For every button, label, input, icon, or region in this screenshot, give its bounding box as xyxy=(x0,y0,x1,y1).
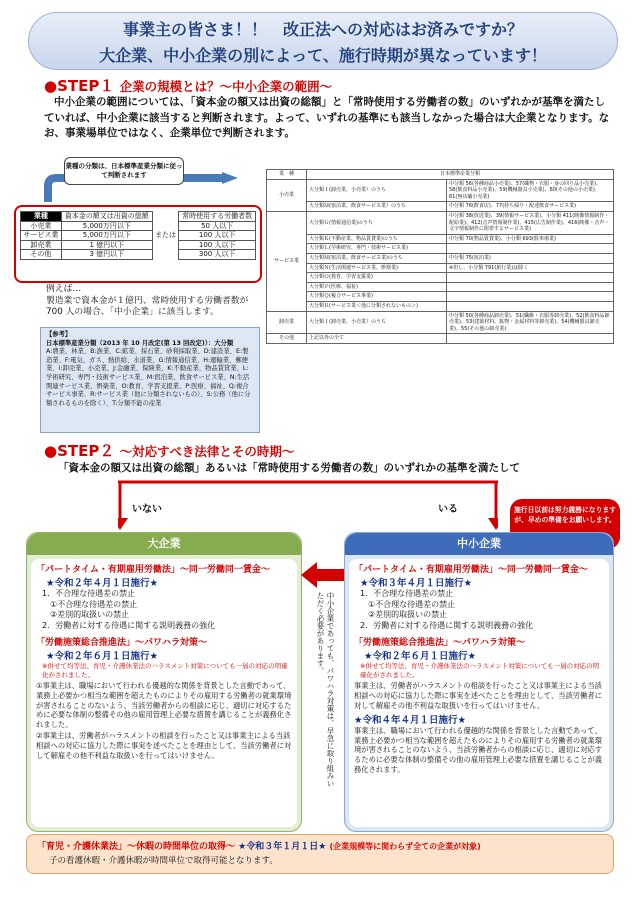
early-prep-bubble: 施行日以前は努力義務になりますが、早めの準備をお願いします。 xyxy=(510,499,620,549)
table-row xyxy=(267,234,614,244)
example-line: 700 人の場合、「中小企業」に該当します。 xyxy=(46,307,219,317)
major-class-cell: 大分類Ｉ(卸売業、小売業）のうち xyxy=(307,179,447,202)
major-class-cell: 大分類Ｎ(生活関連サービス業、娯楽業) xyxy=(307,263,447,273)
step1-title: 企業の規模とは？～中小企業の範囲～ xyxy=(119,79,333,94)
col-header: 日本標準産業分類 xyxy=(307,170,614,180)
ph-law-date: ★令和２年６月１日施行★ xyxy=(364,651,477,663)
table-row xyxy=(267,253,614,263)
industry-classification-table xyxy=(266,169,614,344)
major-class-cell: 上記以外の全て xyxy=(307,334,447,344)
table-row xyxy=(267,301,614,311)
sme-head: 中小企業 xyxy=(345,533,613,555)
large-company-panel xyxy=(26,532,302,832)
major-class-cell: 大分類Ｍ(宿泊業、飲食サービス業)のうち xyxy=(307,253,447,263)
sub-class-cell xyxy=(447,273,614,283)
table-row xyxy=(267,211,614,234)
sub-class-cell: 中分類 38(放送業)、39(情報サービス業)、小分類 411(映像情報制作・配給業)、412(音声情報制作業)、415(広告制作業)、416(映像・音声・文字情報制作に附帯するサービス業) xyxy=(447,211,614,234)
major-class-cell: 大分類Ｒ(サービス業＜他に分類されないもの＞) xyxy=(307,301,447,311)
ph-law-note: ※併せて均等法、育児・介護休業法のハラスメント対策についても一層の対応の明確化がされました。 xyxy=(42,662,288,679)
list-item: 1．不合理な待遇差の禁止 xyxy=(42,589,136,598)
table-row xyxy=(267,334,614,344)
step2-label: ●STEP２ xyxy=(44,442,115,460)
childcare-law-bar xyxy=(26,834,614,874)
cell: 100 人以下 xyxy=(179,231,256,241)
list-item: 2．労働者に対する待遇に関する説明義務の強化 xyxy=(42,620,216,630)
cell: 50 人以下 xyxy=(179,221,256,231)
banner-line-2: 大企業、中小企業の別によって、施行時期が異なっています！ xyxy=(99,46,547,65)
cell: 300 人以下 xyxy=(179,250,256,260)
branch-yes: いる xyxy=(438,504,458,515)
list-item: ①不合理な待遇差の禁止 xyxy=(368,599,456,609)
step2-title: ～対応すべき法律とその時期～ xyxy=(119,444,295,459)
ph-law-date: ★令和２年６月１日施行★ xyxy=(46,651,159,663)
step1-label: ●STEP１ xyxy=(44,77,115,95)
major-class-cell: 大分類Ｇ(情報通信業)のうち xyxy=(307,211,447,234)
large-company-head: 大企業 xyxy=(27,533,301,555)
industry-cell: その他 xyxy=(267,334,307,344)
ph-law-item: ①事業主は、職場において行われる優越的な関係を背景とした言動であって、業務上必要かつ相当な範囲を超えたものによりその雇用する労働者の就業環境が害されることのないよう、当該労働者からの相談に応じ、適切に対応するために必要な体制の整備その他の雇用管理上必要な措置を講じることが義務化されました。 xyxy=(36,681,292,729)
sub-class-cell xyxy=(447,282,614,292)
pt-law-title: 「パートタイム・有期雇用労働法」～同一労働同一賃金～ xyxy=(354,565,588,575)
ph-law-item: 事業主は、労働者がハラスメントの相談を行ったこと又は事業主による当該相談への対応に協力した際に事実を述べたことを理由として、当該労働者に対して解雇その他不利益な取扱いを行ってはいけません。 xyxy=(354,681,602,710)
example-line: 例えば… xyxy=(46,284,82,294)
ph-law-title: 「労働施策総合推進法」～パワハラ対策～ xyxy=(354,638,526,649)
major-class-cell: 大分類Ｐ(医療、福祉) xyxy=(307,282,447,292)
table-row xyxy=(21,250,256,260)
table-header-row xyxy=(267,170,614,180)
reference-body: A:農業、林業、B:漁業、C:鉱業、採石業、砂利採取業、D:建設業、E:製造業、F:電気、ガス、熱供給、水道業、G:情報通信業、H:運輸業、郵便業、I:卸売業、小売業、J:金融業、保険業、K:不動産業、物品賃貸業、L:学術研究、専門・技術サービス業、M:宿泊業、飲食サービス業、N:生活関連サービス業、娯楽業、O:教育、学習支援業、P:医療、福祉、Q:複合サービス事業、R:サービス業（他に分類されないもの）、S:公務（他に分類されるものを除く）、T:分類不能の産業 xyxy=(46,348,251,407)
table-row xyxy=(267,282,614,292)
size-criteria-table xyxy=(14,205,262,283)
cell: 1 億円以下 xyxy=(61,240,152,250)
list-item: 2．労働者に対する待遇に関する説明義務の強化 xyxy=(360,620,534,630)
col-capital: 資本金の額又は出資の総額 xyxy=(61,212,152,222)
table-row xyxy=(21,231,256,241)
banner-line-1: 事業主の皆さま！！ 改正法への対応はお済みですか？ xyxy=(122,20,523,39)
ph-law-item: 事業主は、職場において行われる優越的な関係を背景とした言動であって、業務上必要かつ相当な範囲を超えたものによりその雇用する労働者の就業環境が害されることのないよう、当該労働者からの相談に応じ、適切に対応するために必要な体制の整備その他の雇用管理上必要な措置を講じることが義務化されます。 xyxy=(354,726,603,774)
cell: その他 xyxy=(21,250,62,260)
vertical-note: 中小企業であっても、パワハラ対策は、早急に取り組みいただく必要があります。 xyxy=(316,592,335,787)
pt-law-title: 「パートタイム・有期雇用労働法」～同一労働同一賃金～ xyxy=(36,565,270,575)
major-class-cell: 大分類Ｉ(卸売業、小売業）のうち xyxy=(307,311,447,334)
table-row xyxy=(267,179,614,202)
sub-class-cell: 中分類 56(各種商品小売業)、57(織物・衣服・身の回り品小売業)、58(飲食料品小売業)、59(機械器具小売業)、60(その他の小売業)、61(無店舗小売業) xyxy=(447,179,614,202)
branch-no: いない xyxy=(132,504,162,515)
sub-class-cell xyxy=(447,292,614,302)
cell: 100 人以下 xyxy=(179,240,256,250)
industry-cell: サービス業 xyxy=(267,211,307,311)
table-row xyxy=(267,292,614,302)
major-class-cell: 大分類Ｋ(不動産業、物品賃貸業)のうち xyxy=(307,234,447,244)
cell: 小売業 xyxy=(21,221,62,231)
ph-law-date-2: ★令和４年４月１日施行★ xyxy=(354,715,467,727)
list-item: ②差別的取扱いの禁止 xyxy=(50,610,130,620)
ph-law-item: ②事業主は、労働者がハラスメントの相談を行ったこと又は事業主による当該相談への対応に協力した際に事実を述べたことを理由として、当該労働者に対して解雇その他不利益な取扱いを行ってはいけません。 xyxy=(36,731,292,760)
table-row xyxy=(267,273,614,283)
sub-class-cell: 中分類 70(物品賃貸業)、小分類 693(駐車場業) xyxy=(447,234,614,244)
col-industry: 業種 xyxy=(21,212,62,222)
major-class-cell: 大分類Ｌ(学術研究、専門・技術サービス業) xyxy=(307,244,447,254)
sub-class-cell: 中分類 76(飲食店)、77(持ち帰り・配達飲食サービス業) xyxy=(447,202,614,212)
list-item: 1．不合理な待遇差の禁止 xyxy=(360,589,454,598)
sub-class-cell: 中分類 50(各種商品卸売業)、51(繊維・衣服等卸売業)、52(飲食料品卸売業)、53(建築材料、鉱物・金属材料等卸売業)、54(機械器具卸売業)、55(その他の卸売業) xyxy=(447,311,614,334)
childcare-law-scope: (企業規模等に関わらず全ての企業が対象) xyxy=(329,842,481,851)
childcare-law-date: ★令和３年１月１日★ xyxy=(238,842,327,852)
sub-class-cell xyxy=(447,334,614,344)
table-row xyxy=(21,240,256,250)
step2-heading xyxy=(44,440,294,461)
list-item: ①不合理な待遇差の禁止 xyxy=(50,599,138,609)
childcare-law-body: 子の看護休暇・介護休暇が時間単位で取得可能となります。 xyxy=(49,856,278,866)
industry-cell: 小売業 xyxy=(267,179,307,211)
cell: 5,000万円以下 xyxy=(61,221,152,231)
classification-note: 業種の分類は、日本標準産業分類に従って判断されます xyxy=(64,157,184,185)
pt-law-date: ★令和３年４月１日施行★ xyxy=(360,578,473,589)
reference-tag: 【参考】 xyxy=(46,331,72,338)
table-row xyxy=(267,244,614,254)
or-label: または xyxy=(155,231,177,240)
ph-law-note: ※併せて均等法、育児・介護休業法のハラスメント対策についても一層の対応の明確化がされました。 xyxy=(360,662,600,679)
industry-cell: 卸売業 xyxy=(267,311,307,334)
sub-class-cell xyxy=(447,244,614,254)
pt-law-date: ★令和２年４月１日施行★ xyxy=(46,578,159,589)
major-class-cell: 大分類Ｏ(教育、学習支援業) xyxy=(307,273,447,283)
sme-panel xyxy=(344,532,614,832)
table-row xyxy=(21,221,256,231)
cell: 5,000万円以下 xyxy=(61,231,152,241)
table-row xyxy=(267,202,614,212)
major-class-cell: 大分類Ｍ(宿泊業、飲食サービス業）のうち xyxy=(307,202,447,212)
left-arrow-icon xyxy=(301,562,345,588)
ph-law-title: 「労働施策総合推進法」～パワハラ対策～ xyxy=(36,638,208,649)
table-row xyxy=(267,311,614,334)
childcare-law-title: 「育児・介護休業法」～休暇の時間単位の取得～ xyxy=(37,842,236,852)
step2-body: 「資本金の額又は出資の総額」あるいは「常時使用する労働者の数」のいずれかの基準を満たして xyxy=(58,462,520,474)
reference-title: 日本標準産業分類（2013 年 10 月改定(第 13 回改定)）：大分類 xyxy=(46,339,234,347)
table-row xyxy=(267,263,614,273)
reference-box xyxy=(40,327,260,433)
page-banner xyxy=(28,12,618,70)
example-text xyxy=(46,284,266,319)
example-line: 製造業で資本金が１億円、常時使用する労働者数が xyxy=(46,295,249,306)
step1-body: 中小企業の範囲については、「資本金の額又は出資の総額」と「常時使用する労働者の数」のいずれかが基準を満たしていれば、中小企業に該当すると判断されます。よって、いずれの基準にも該当しなかった場合は大企業となります。なお、事業場単位ではなく、企業単位で判断されます。 xyxy=(44,96,610,139)
cell: 3 億円以下 xyxy=(61,250,152,260)
major-class-cell: 大分類Ｑ(複合サービス事業) xyxy=(307,292,447,302)
sub-class-cell xyxy=(447,301,614,311)
col-header: 業 種 xyxy=(267,170,307,180)
step1-heading xyxy=(44,75,332,96)
sub-class-cell: ※但し、小分類 791(旅行業)は除く xyxy=(447,263,614,273)
cell: サービス業 xyxy=(21,231,62,241)
col-workers: 常時使用する労働者数 xyxy=(179,212,256,222)
list-item: ②差別的取扱いの禁止 xyxy=(368,610,448,620)
cell: 卸売業 xyxy=(21,240,62,250)
sub-class-cell: 中分類 75(宿泊業) xyxy=(447,253,614,263)
